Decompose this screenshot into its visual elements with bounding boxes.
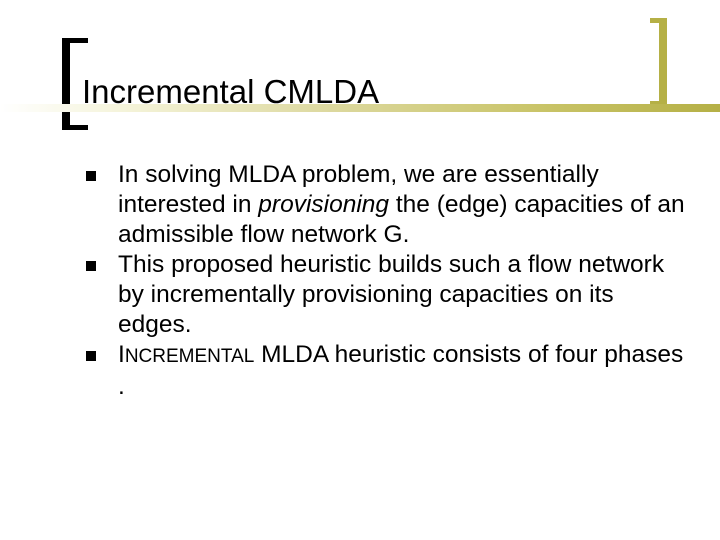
left-bracket-bottom (62, 125, 88, 130)
bullet-1-emphasis: provisioning (258, 191, 390, 218)
left-bracket-top (62, 38, 88, 43)
right-bracket-top (650, 18, 667, 23)
square-bullet-icon (86, 261, 96, 271)
bullet-3-initial: I (118, 341, 125, 368)
square-bullet-icon (86, 171, 96, 181)
square-bullet-icon (86, 351, 96, 361)
bullet-item-3 (86, 340, 686, 402)
bullet-2-text: This proposed heuristic builds such a flow network by incrementally provisioning capacities on its edges. (118, 251, 665, 338)
bullet-1-text-before: In solving MLDA problem, we are essentially interested in (118, 161, 599, 218)
bullet-1-text-after: the (edge) capacities of an admissible flow network G. (118, 191, 685, 248)
bullet-list (86, 160, 686, 402)
slide-title: Incremental CMLDA (82, 73, 380, 110)
bullet-3-smallcaps: NCREMENTAL (124, 346, 255, 367)
right-bracket (659, 18, 667, 106)
left-bracket (62, 38, 70, 130)
bullet-item-2 (86, 250, 686, 340)
bullet-3-rest: MLDA heuristic consists of four phases . (118, 341, 684, 400)
bullet-item-1 (86, 160, 686, 250)
